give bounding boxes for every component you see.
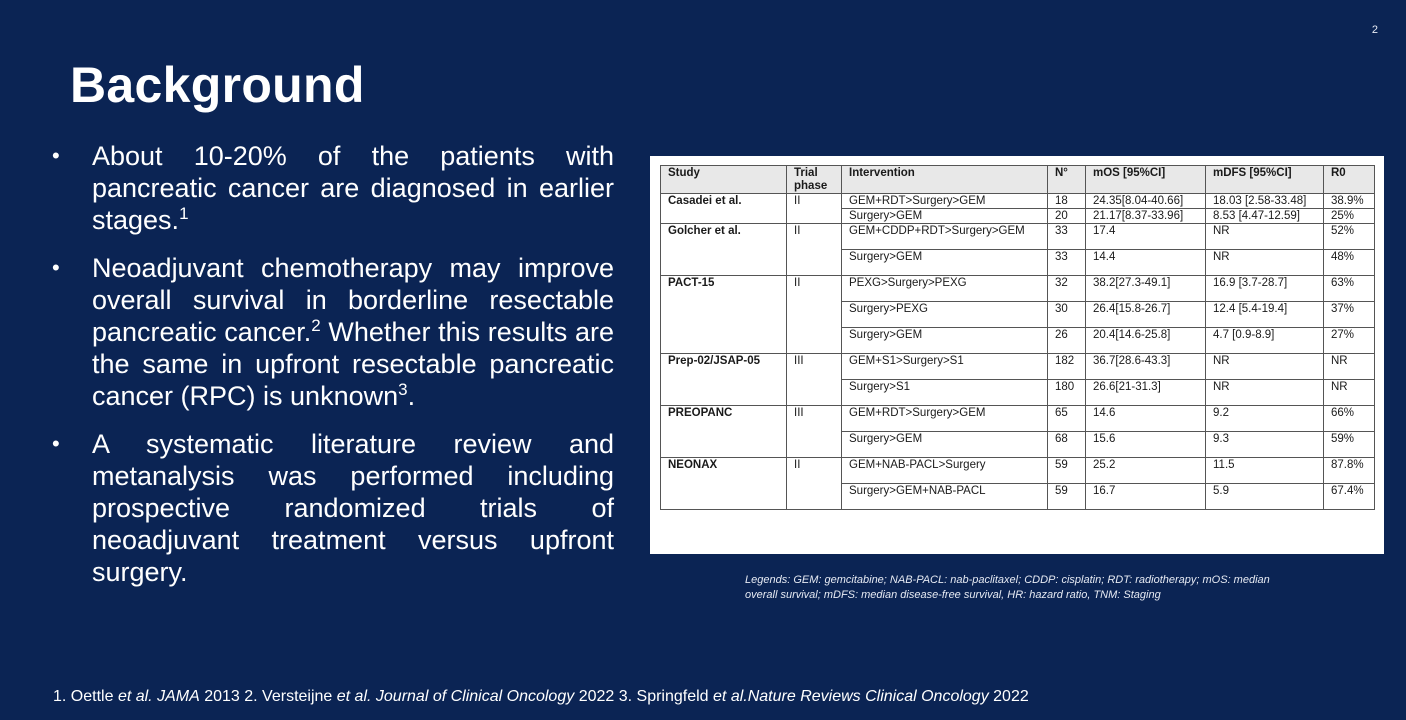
mos-cell: 21.17[8.37-33.96] [1086, 209, 1206, 224]
table-legend: Legends: GEM: gemcitabine; NAB-PACL: nab-paclitaxel; CDDP: cisplatin; RDT: radiotherapy; mOS: median overall survival; mDFS: median disease-free survival, HR: hazard ratio, TNM: Staging [745, 574, 1270, 601]
mos-cell: 38.2[27.3-49.1] [1086, 276, 1206, 302]
reference-item: 1. Oettle et al. JAMA 2013 [53, 688, 240, 705]
r0-cell: 48% [1324, 250, 1375, 276]
citation-superscript: 3 [398, 380, 408, 400]
r0-cell: NR [1324, 354, 1375, 380]
header-study: Study [661, 166, 787, 194]
r0-cell: NR [1324, 380, 1375, 406]
r0-cell: 37% [1324, 302, 1375, 328]
r0-cell: 87.8% [1324, 458, 1375, 484]
mos-cell: 14.6 [1086, 406, 1206, 432]
mdfs-cell: 16.9 [3.7-28.7] [1206, 276, 1324, 302]
intervention-cell: Surgery>GEM [842, 328, 1048, 354]
mos-cell: 14.4 [1086, 250, 1206, 276]
intervention-cell: GEM+RDT>Surgery>GEM [842, 194, 1048, 209]
trial-phase-cell: III [787, 354, 842, 406]
n-cell: 33 [1048, 250, 1086, 276]
n-cell: 30 [1048, 302, 1086, 328]
study-cell: Golcher et al. [661, 224, 787, 276]
table-row [661, 354, 1375, 380]
table-row [661, 406, 1375, 432]
intervention-cell: GEM+RDT>Surgery>GEM [842, 406, 1048, 432]
r0-cell: 38.9% [1324, 194, 1375, 209]
intervention-cell: Surgery>GEM+NAB-PACL [842, 484, 1048, 510]
header-trial-phase: Trial phase [787, 166, 842, 194]
n-cell: 65 [1048, 406, 1086, 432]
bullet-text-continued: Whether this results are the same in upfront resectable pancreatic cancer (RPC) is unknown [92, 317, 614, 412]
mdfs-cell: NR [1206, 354, 1324, 380]
r0-cell: 63% [1324, 276, 1375, 302]
n-cell: 26 [1048, 328, 1086, 354]
n-cell: 20 [1048, 209, 1086, 224]
study-cell: Prep-02/JSAP-05 [661, 354, 787, 406]
mos-cell: 16.7 [1086, 484, 1206, 510]
trial-phase-cell: II [787, 194, 842, 224]
intervention-cell: PEXG>Surgery>PEXG [842, 276, 1048, 302]
reference-item: 2. Versteijne et al. Journal of Clinical Oncology 2022 [244, 688, 615, 705]
table-row [661, 458, 1375, 484]
slide-number: 2 [1371, 24, 1378, 36]
citation-superscript: 1 [179, 204, 189, 224]
trial-phase-cell: II [787, 458, 842, 510]
trial-phase-cell: III [787, 406, 842, 458]
intervention-cell: Surgery>S1 [842, 380, 1048, 406]
study-cell: Casadei et al. [661, 194, 787, 224]
bullet-item [52, 428, 614, 589]
bullet-marker: • [52, 254, 60, 280]
mdfs-cell: 12.4 [5.4-19.4] [1206, 302, 1324, 328]
trials-table-panel [650, 156, 1384, 554]
r0-cell: 66% [1324, 406, 1375, 432]
bullet-marker: • [52, 430, 60, 456]
r0-cell: 52% [1324, 224, 1375, 250]
mdfs-cell: NR [1206, 380, 1324, 406]
mdfs-cell: 5.9 [1206, 484, 1324, 510]
bullet-marker: • [52, 143, 60, 168]
n-cell: 59 [1048, 458, 1086, 484]
mdfs-cell: 9.3 [1206, 432, 1324, 458]
mdfs-cell: 18.03 [2.58-33.48] [1206, 194, 1324, 209]
header-intervention: Intervention [842, 166, 1048, 194]
header-mos: mOS [95%CI] [1086, 166, 1206, 194]
references-footer [53, 688, 1029, 706]
trials-table [660, 165, 1375, 510]
intervention-cell: GEM+CDDP+RDT>Surgery>GEM [842, 224, 1048, 250]
mos-cell: 36.7[28.6-43.3] [1086, 354, 1206, 380]
study-cell: PREOPANC [661, 406, 787, 458]
study-cell: NEONAX [661, 458, 787, 510]
r0-cell: 25% [1324, 209, 1375, 224]
mdfs-cell: NR [1206, 250, 1324, 276]
citation-superscript: 2 [311, 316, 321, 336]
mos-cell: 15.6 [1086, 432, 1206, 458]
bullet-item [52, 252, 614, 413]
intervention-cell: Surgery>GEM [842, 250, 1048, 276]
table-row [661, 224, 1375, 250]
table-header-row [661, 166, 1375, 194]
intervention-cell: Surgery>PEXG [842, 302, 1048, 328]
mdfs-cell: 4.7 [0.9-8.9] [1206, 328, 1324, 354]
mos-cell: 26.6[21-31.3] [1086, 380, 1206, 406]
table-body [661, 194, 1375, 510]
bullet-list [52, 140, 614, 604]
bullet-item [52, 140, 614, 237]
bullet-text: About 10-20% of the patients with pancreatic cancer are diagnosed in earlier stages. [92, 141, 614, 236]
intervention-cell: Surgery>GEM [842, 432, 1048, 458]
bullet-text-end: . [407, 381, 416, 412]
r0-cell: 27% [1324, 328, 1375, 354]
slide-title: Background [70, 57, 365, 113]
bullet-text: A systematic literature review and metanalysis was performed including prospective randomized trials of neoadjuvant treatment versus upfront surgery. [92, 428, 614, 588]
header-mdfs: mDFS [95%CI] [1206, 166, 1324, 194]
n-cell: 180 [1048, 380, 1086, 406]
bullet-text: Neoadjuvant chemotherapy may improve overall survival in borderline resectable pancreatic cancer. [92, 252, 614, 348]
intervention-cell: GEM+NAB-PACL>Surgery [842, 458, 1048, 484]
mos-cell: 24.35[8.04-40.66] [1086, 194, 1206, 209]
intervention-cell: GEM+S1>Surgery>S1 [842, 354, 1048, 380]
mdfs-cell: 9.2 [1206, 406, 1324, 432]
n-cell: 182 [1048, 354, 1086, 380]
n-cell: 59 [1048, 484, 1086, 510]
mdfs-cell: 8.53 [4.47-12.59] [1206, 209, 1324, 224]
reference-item: 3. Springfeld et al.Nature Reviews Clinical Oncology 2022 [618, 688, 1029, 705]
trial-phase-cell: II [787, 224, 842, 276]
n-cell: 68 [1048, 432, 1086, 458]
r0-cell: 59% [1324, 432, 1375, 458]
n-cell: 18 [1048, 194, 1086, 209]
trial-phase-cell: II [787, 276, 842, 354]
r0-cell: 67.4% [1324, 484, 1375, 510]
mos-cell: 25.2 [1086, 458, 1206, 484]
mos-cell: 17.4 [1086, 224, 1206, 250]
header-r0: R0 [1324, 166, 1375, 194]
intervention-cell: Surgery>GEM [842, 209, 1048, 224]
mos-cell: 20.4[14.6-25.8] [1086, 328, 1206, 354]
mdfs-cell: 11.5 [1206, 458, 1324, 484]
mos-cell: 26.4[15.8-26.7] [1086, 302, 1206, 328]
header-n: N° [1048, 166, 1086, 194]
n-cell: 33 [1048, 224, 1086, 250]
table-row [661, 194, 1375, 209]
n-cell: 32 [1048, 276, 1086, 302]
study-cell: PACT-15 [661, 276, 787, 354]
table-row [661, 276, 1375, 302]
mdfs-cell: NR [1206, 224, 1324, 250]
